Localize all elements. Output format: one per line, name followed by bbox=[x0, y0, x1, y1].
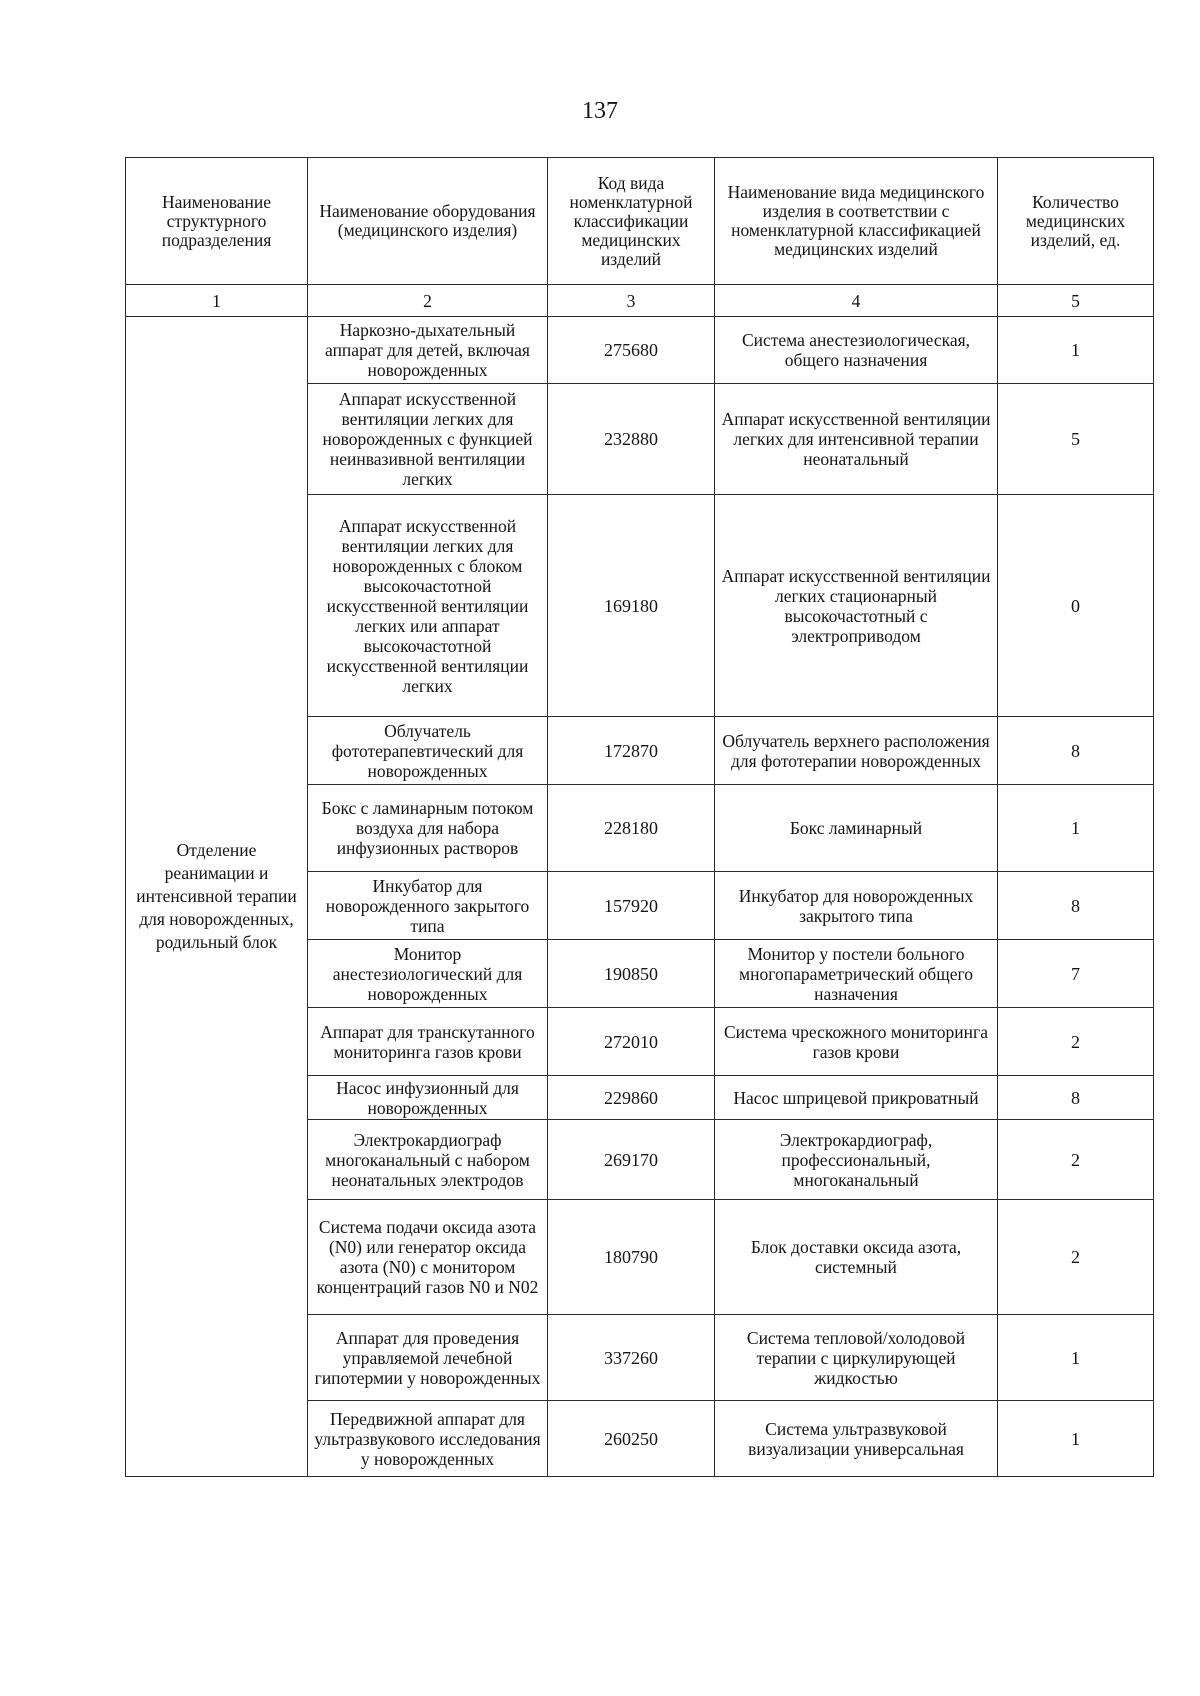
quantity-cell: 1 bbox=[998, 1401, 1154, 1477]
equipment-cell: Передвижной аппарат для ультразвукового исследования у новорожденных bbox=[308, 1401, 548, 1477]
code-cell: 269170 bbox=[548, 1120, 715, 1200]
equipment-table bbox=[125, 157, 1154, 1477]
kind-cell: Аппарат искусственной вентиляции легких стационарный высокочастотный с электроприводом bbox=[715, 495, 998, 717]
header-equipment: Наименование оборудования (медицинского изделия) bbox=[308, 158, 548, 285]
department-cell: Отделение реанимации и интенсивной терапии для новорожденных, родильный блок bbox=[126, 317, 308, 1477]
quantity-cell: 2 bbox=[998, 1120, 1154, 1200]
kind-cell: Бокс ламинарный bbox=[715, 785, 998, 872]
kind-cell: Насос шприцевой прикроватный bbox=[715, 1076, 998, 1120]
equipment-cell: Система подачи оксида азота (N0) или генератор оксида азота (N0) с монитором концентраций газов N0 и N02 bbox=[308, 1200, 548, 1315]
quantity-cell: 5 bbox=[998, 384, 1154, 495]
column-number: 1 bbox=[126, 285, 308, 317]
kind-cell: Блок доставки оксида азота, системный bbox=[715, 1200, 998, 1315]
equipment-cell: Бокс с ламинарным потоком воздуха для набора инфузионных растворов bbox=[308, 785, 548, 872]
equipment-cell: Инкубатор для новорожденного закрытого типа bbox=[308, 872, 548, 940]
quantity-cell: 1 bbox=[998, 785, 1154, 872]
quantity-cell: 8 bbox=[998, 1076, 1154, 1120]
quantity-cell: 8 bbox=[998, 717, 1154, 785]
code-cell: 157920 bbox=[548, 872, 715, 940]
kind-cell: Система ультразвуковой визуализации универсальная bbox=[715, 1401, 998, 1477]
quantity-cell: 0 bbox=[998, 495, 1154, 717]
quantity-cell: 1 bbox=[998, 317, 1154, 384]
kind-cell: Система анестезиологическая, общего назначения bbox=[715, 317, 998, 384]
header-quantity: Количество медицинских изделий, ед. bbox=[998, 158, 1154, 285]
header-code: Код вида номенклатурной классификации медицинских изделий bbox=[548, 158, 715, 285]
quantity-cell: 7 bbox=[998, 940, 1154, 1008]
header-department: Наименование структурного подразделения bbox=[126, 158, 308, 285]
equipment-cell: Наркозно-дыхательный аппарат для детей, включая новорожденных bbox=[308, 317, 548, 384]
header-row bbox=[126, 158, 1154, 285]
code-cell: 229860 bbox=[548, 1076, 715, 1120]
kind-cell: Электрокардиограф, профессиональный, многоканальный bbox=[715, 1120, 998, 1200]
kind-cell: Система чрескожного мониторинга газов крови bbox=[715, 1008, 998, 1076]
column-number: 2 bbox=[308, 285, 548, 317]
code-cell: 172870 bbox=[548, 717, 715, 785]
equipment-cell: Аппарат искусственной вентиляции легких для новорожденных с блоком высокочастотной искусственной вентиляции легких или аппарат высокочастотной искусственной вентиляции легких bbox=[308, 495, 548, 717]
header-kind: Наименование вида медицинского изделия в соответствии с номенклатурной классификацией медицинских изделий bbox=[715, 158, 998, 285]
equipment-cell: Аппарат искусственной вентиляции легких для новорожденных с функцией неинвазивной вентиляции легких bbox=[308, 384, 548, 495]
code-cell: 260250 bbox=[548, 1401, 715, 1477]
code-cell: 228180 bbox=[548, 785, 715, 872]
column-number: 4 bbox=[715, 285, 998, 317]
code-cell: 180790 bbox=[548, 1200, 715, 1315]
kind-cell: Облучатель верхнего расположения для фототерапии новорожденных bbox=[715, 717, 998, 785]
page-number: 137 bbox=[582, 98, 618, 124]
equipment-cell: Электрокардиограф многоканальный с набором неонатальных электродов bbox=[308, 1120, 548, 1200]
equipment-cell: Монитор анестезиологический для новорожденных bbox=[308, 940, 548, 1008]
quantity-cell: 8 bbox=[998, 872, 1154, 940]
quantity-cell: 2 bbox=[998, 1008, 1154, 1076]
equipment-cell: Облучатель фототерапевтический для новорожденных bbox=[308, 717, 548, 785]
code-cell: 337260 bbox=[548, 1315, 715, 1401]
equipment-cell: Аппарат для транскутанного мониторинга газов крови bbox=[308, 1008, 548, 1076]
code-cell: 190850 bbox=[548, 940, 715, 1008]
quantity-cell: 2 bbox=[998, 1200, 1154, 1315]
kind-cell: Монитор у постели больного многопараметрический общего назначения bbox=[715, 940, 998, 1008]
kind-cell: Система тепловой/холодовой терапии с циркулирующей жидкостью bbox=[715, 1315, 998, 1401]
equipment-cell: Аппарат для проведения управляемой лечебной гипотермии у новорожденных bbox=[308, 1315, 548, 1401]
column-number: 3 bbox=[548, 285, 715, 317]
column-number-row bbox=[126, 285, 1154, 317]
column-number: 5 bbox=[998, 285, 1154, 317]
kind-cell: Аппарат искусственной вентиляции легких для интенсивной терапии неонатальный bbox=[715, 384, 998, 495]
quantity-cell: 1 bbox=[998, 1315, 1154, 1401]
table-row bbox=[126, 317, 1154, 384]
code-cell: 232880 bbox=[548, 384, 715, 495]
equipment-cell: Насос инфузионный для новорожденных bbox=[308, 1076, 548, 1120]
code-cell: 169180 bbox=[548, 495, 715, 717]
code-cell: 275680 bbox=[548, 317, 715, 384]
code-cell: 272010 bbox=[548, 1008, 715, 1076]
kind-cell: Инкубатор для новорожденных закрытого типа bbox=[715, 872, 998, 940]
